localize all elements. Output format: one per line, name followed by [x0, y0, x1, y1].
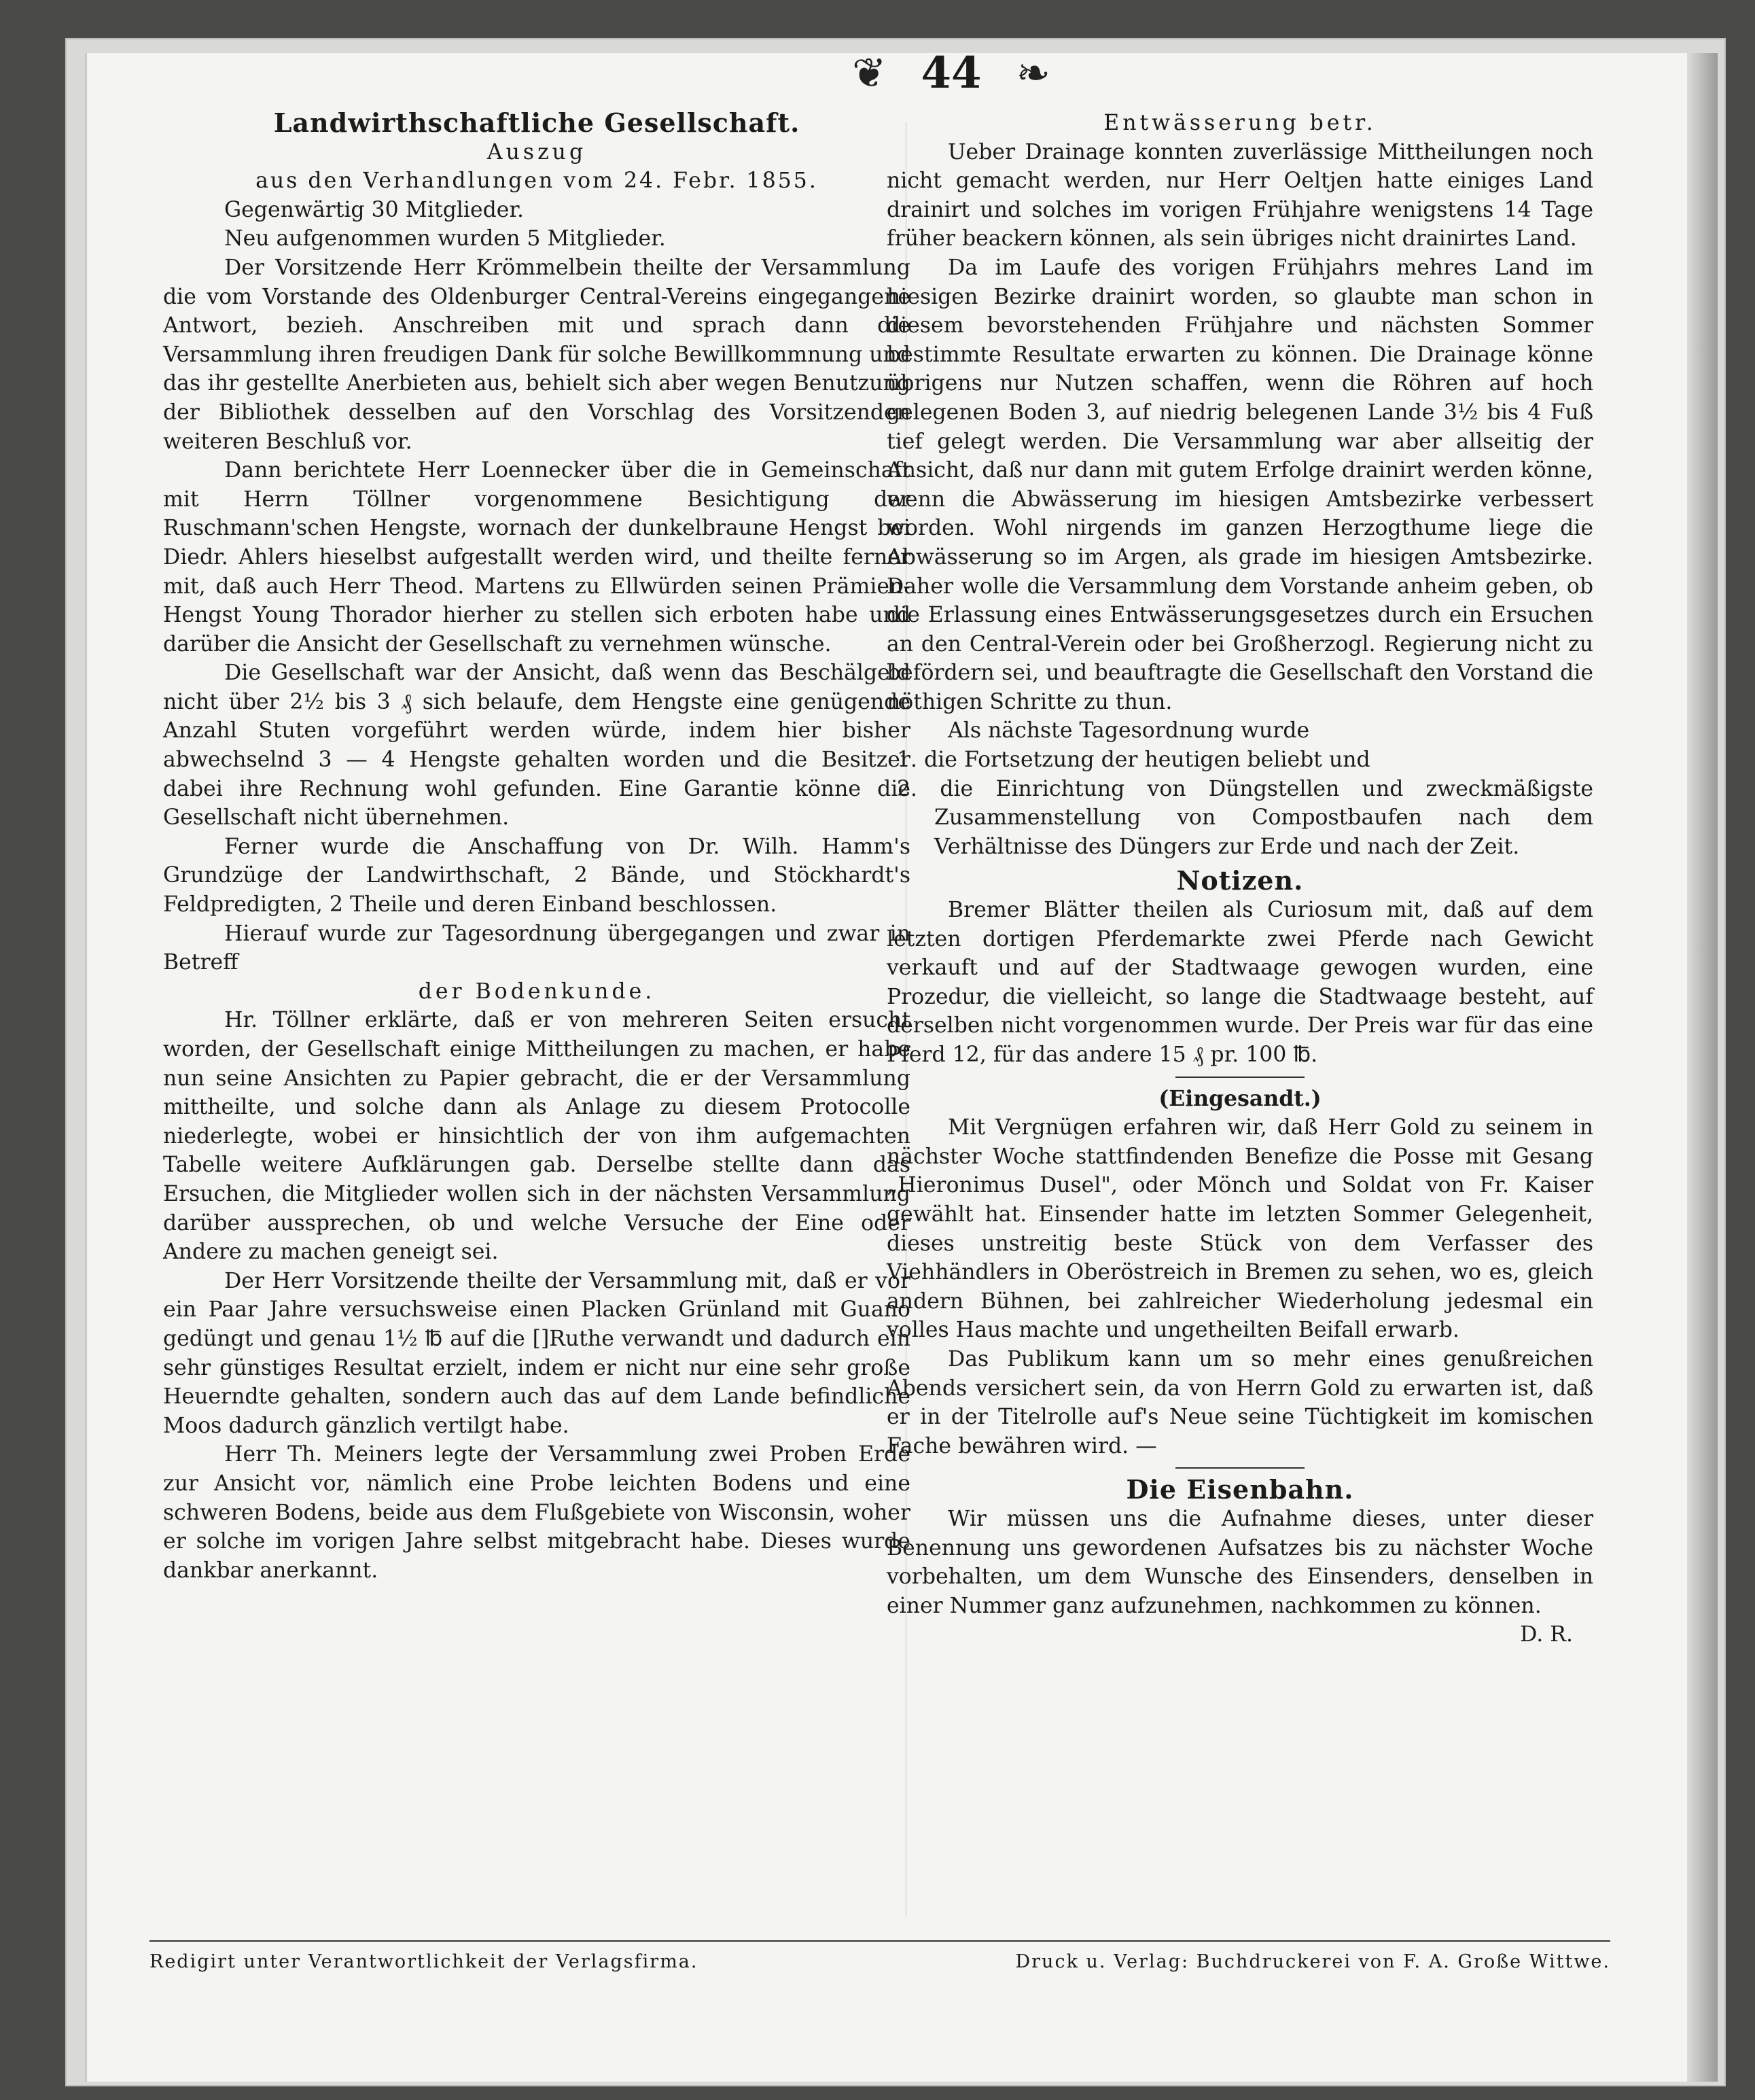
article-subtitle-2: aus den Verhandlungen vom 24. Febr. 1855. — [255, 169, 818, 194]
page-footer — [149, 1940, 1610, 1972]
right-ornament-icon: ❧ — [1016, 49, 1050, 97]
paragraph: Ueber Drainage konnten zuverlässige Mittheilungen noch nicht gemacht werden, nur Herr Oeltjen hatte einiges Land drainirt und solches im vorigen Frühjahre wenigstens 14 Tage früher beackern können, als sein übriges nicht drainirtes Land. — [887, 139, 1593, 251]
eingesandt-title: (Eingesandt.) — [1158, 1085, 1322, 1111]
paragraph: Das Publikum kann um so mehr eines genußreichen Abends versichert sein, da von Herrn Gold zu erwarten ist, daß er in der Titelrolle auf's Neue seine Tüchtigkeit im komischen Fache bewähren wird. — — [887, 1346, 1593, 1458]
paragraph: Der Herr Vorsitzende theilte der Versammlung mit, daß er vor ein Paar Jahre versuchsweise einen Placken Grünland mit Guano gedüngt und genau 1½ ℔ auf die []Ruthe verwandt und dadurch ein sehr günstiges Resultat erzielt, indem er nicht nur eine sehr große Heuerndte gehalten, sondern auch das auf dem Lande befindliche Moos dadurch gänzlich vertilgt habe. — [163, 1268, 910, 1438]
paragraph: Mit Vergnügen erfahren wir, daß Herr Gold zu seinem in nächster Woche stattfindenden Benefize die Posse mit Gesang „Hieronimus Dusel", oder Mönch und Soldat von Fr. Kaiser gewählt hat. Einsender hatte im letzten Sommer Gelegenheit, dieses unstreitig beste Stück von dem Verfasser des Viehhändlers in Oberöstreich in Bremen zu sehen, wo es, gleich andern Bühnen, bei zahlreicher Wiederholung jedesmal ein volles Haus machte und ungetheilten Beifall erwarb. — [887, 1115, 1593, 1343]
paragraph: Dann berichtete Herr Loennecker über die in Gemeinschaft mit Herrn Töllner vorgenommene Besichtigung der Ruschmann'schen Hengste, wornach der dunkelbraune Hengst bei Diedr. Ahlers hieselbst aufgestallt werden wird, und theilte ferner mit, daß auch Herr Theod. Martens zu Ellwürden seinen Prämien-Hengst Young Thorador hierher zu stellen sich erboten habe und darüber die Ansicht der Gesellschaft zu vernehmen wünsche. — [163, 458, 910, 657]
paragraph: Neu aufgenommen wurden 5 Mitglieder. — [224, 226, 666, 251]
right-column — [887, 109, 1593, 1649]
signature: D. R. — [1520, 1622, 1573, 1647]
paragraph: Herr Th. Meiners legte der Versammlung zwei Proben Erde zur Ansicht vor, nämlich eine Probe leichten Bodens und eine schweren Bodens, beide aus dem Flußgebiete von Wisconsin, woher er solche im vorigen Jahre selbst mitgebracht habe. Dieses wurde dankbar anerkannt. — [163, 1442, 910, 1583]
footer-printer: Druck u. Verlag: Buchdruckerei von F. A. Große Wittwe. — [1015, 1951, 1610, 1972]
list-item: 2. die Einrichtung von Düngstellen und zweckmäßigste Zusammenstellung von Compostbaufen nach dem Verhältnisse des Düngers zur Erde und nach der Zeit. — [897, 776, 1593, 859]
article-title: Landwirthschaftliche Gesellschaft. — [273, 107, 800, 138]
left-column — [163, 109, 910, 1585]
paragraph: Ferner wurde die Anschaffung von Dr. Wilh. Hamm's Grundzüge der Landwirthschaft, 2 Bände, und Stöckhardt's Feldpredigten, 2 Theile und deren Einband beschlossen. — [163, 834, 910, 917]
footer-editor: Redigirt unter Verantwortlichkeit der Verlagsfirma. — [149, 1951, 698, 1972]
page-edge — [1687, 53, 1718, 2082]
article-subtitle: Auszug — [486, 139, 587, 164]
list-item: 1. die Fortsetzung der heutigen beliebt und — [897, 748, 1370, 773]
eisenbahn-title: Die Eisenbahn. — [1126, 1474, 1354, 1505]
paragraph: Da im Laufe des vorigen Frühjahrs mehres Land im hiesigen Bezirke drainirt worden, so glaubte man schon in diesem bevorstehenden Frühjahre und nächsten Sommer bestimmte Resultate erwarten zu können. Die Drainage könne übrigens nur Nutzen schaffen, wenn die Röhren auf hoch gelegenen Boden 3, auf niedrig belegenen Lande 3½ bis 4 Fuß tief gelegt werden. Die Versammlung war aber allseitig der Ansicht, daß nur dann mit gutem Erfolge drainirt werden könne, wenn die Abwässerung im hiesigen Amtsbezirke verbessert worden. Wohl nirgends im ganzen Herzogthume liege die Abwässerung so im Argen, als grade im hiesigen Amtsbezirke. Daher wolle die Versammlung dem Vorstande anheim geben, ob die Erlassung eines Entwässerungsgesetzes durch ein Ersuchen an den Central-Verein oder bei Großherzogl. Regierung nicht zu befördern sei, und beauftragte die Gesellschaft den Vorstand die nöthigen Schritte zu thun. — [887, 255, 1593, 714]
paragraph: Hierauf wurde zur Tagesordnung übergegangen und zwar in Betreff — [163, 921, 910, 975]
paragraph: Hr. Töllner erklärte, daß er von mehreren Seiten ersucht worden, der Gesellschaft einige Mittheilungen zu machen, er habe nun seine Ansichten zu Papier gebracht, die er der Versammlung mittheilte, und solche dann als Anlage zu diesem Protocolle niederlegte, wobei er hinsichtlich der von ihm aufgemachten Tabelle weitere Aufklärungen gab. Derselbe stellte dann das Ersuchen, die Mitglieder wollen sich in der nächsten Versammlung darüber aussprechen, ob und welche Versuche der Eine oder Andere zu machen geneigt sei. — [163, 1008, 910, 1265]
paragraph: Der Vorsitzende Herr Krömmelbein theilte der Versammlung die vom Vorstande des Oldenburger Central-Vereins eingegangene Antwort, bezieh. Anschreiben mit und sprach dann die Versammlung ihren freudigen Dank für solche Bewillkommnung und das ihr gestellte Anerbieten aus, behielt sich aber wegen Benutzung der Bibliothek desselben auf den Vorschlag des Vorsitzenden weiteren Beschluß vor. — [163, 255, 910, 454]
section-heading: Entwässerung betr. — [1103, 111, 1377, 135]
section-heading: der Bodenkunde. — [418, 979, 656, 1004]
page-number: 44 — [921, 48, 982, 99]
paragraph: Bremer Blätter theilen als Curiosum mit, daß auf dem letzten dortigen Pferdemarkte zwei Pferde nach Gewicht verkauft und auf der Stadtwaage gewogen wurden, eine Prozedur, die vielleicht, so lange die Stadtwaage besteht, auf derselben nicht vorgenommen wurde. Der Preis war für das eine Pferd 12, für das andere 15 ₰ pr. 100 ℔. — [887, 898, 1593, 1067]
divider — [1175, 1077, 1305, 1078]
agenda-list — [887, 746, 1593, 861]
paragraph: Gegenwärtig 30 Mitglieder. — [224, 197, 525, 222]
paragraph: Die Gesellschaft war der Ansicht, daß wenn das Beschälgeld nicht über 2½ bis 3 ₰ sich belaufe, dem Hengste eine genügende Anzahl Stuten vorgeführt werden würde, indem hier bisher abwechselnd 3 — 4 Hengste gehalten worden und die Besitzer dabei ihre Rechnung wohl gefunden. Eine Garantie könne die Gesellschaft nicht übernehmen. — [163, 661, 910, 830]
paragraph: Wir müssen uns die Aufnahme dieses, unter dieser Benennung uns gewordenen Aufsatzes bis zu nächster Woche vorbehalten, um dem Wunsche des Einsenders, denselben in einer Nummer ganz aufzunehmen, nachkommen zu können. — [887, 1506, 1593, 1618]
page-header — [713, 48, 1189, 109]
notizen-title: Notizen. — [1176, 865, 1304, 896]
left-ornament-icon: ❦ — [852, 49, 887, 97]
divider — [1175, 1467, 1305, 1469]
paragraph: Als nächste Tagesordnung wurde — [948, 718, 1310, 743]
